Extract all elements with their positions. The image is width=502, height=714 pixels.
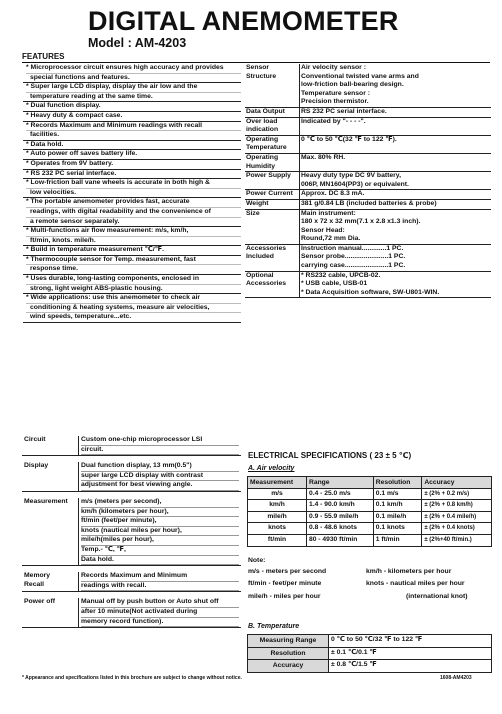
temperature-row (248, 647, 492, 660)
spec-value-text: 180 x 72 x 32 mm(7.1 x 2.8 x1.3 inch). (301, 218, 421, 226)
air-velocity-row (248, 523, 492, 535)
feature-text: response time. (26, 264, 241, 274)
general-value (79, 462, 242, 491)
feature-item (23, 294, 241, 323)
feature-text: * Build in temperature measurement ℃/℉. (26, 246, 164, 254)
spec-label (245, 209, 300, 244)
air-velocity-cell: 0.9 - 55.9 mile/h (307, 511, 374, 523)
general-label-text: Measurement (24, 497, 68, 505)
spec-value (300, 209, 492, 244)
general-spec-table (22, 436, 241, 634)
feature-text: readings, with digital readability and the convenience of (26, 207, 241, 217)
spec-label-text: indication (246, 126, 279, 134)
air-velocity-cell: 80 - 4930 ft/min (307, 534, 374, 546)
feature-item (23, 112, 241, 122)
feature-text: wind speeds, temperature...etc. (26, 312, 241, 322)
general-value (79, 572, 242, 592)
general-value-text: Manual off by push button or Auto shut off (81, 598, 239, 608)
features-heading: FEATURES (22, 52, 65, 61)
feature-item (23, 227, 241, 246)
spec-label-text: Operating (246, 135, 279, 143)
general-label (22, 436, 79, 456)
general-row (22, 462, 241, 491)
air-velocity-column-header: Measurement (248, 477, 307, 489)
spec-value-text: Instruction manual.............1 PC. (301, 244, 404, 252)
spec-label (245, 199, 300, 209)
page-title: DIGITAL ANEMOMETER (88, 6, 399, 36)
feature-text: temperature reading at the same time. (26, 92, 241, 102)
general-value (79, 598, 242, 627)
feature-text: * Auto power off saves battery life. (26, 150, 138, 158)
spec-value (300, 64, 492, 107)
spec-label-text: Weight (246, 199, 269, 207)
general-value-text: adjustment for best viewing angle. (81, 481, 239, 491)
air-velocity-cell: ± (2% + 0.2 m/s) (422, 488, 492, 500)
air-velocity-cell: 1.4 - 90.0 km/h (307, 500, 374, 512)
spec-value (300, 271, 492, 298)
general-spacer (22, 628, 241, 635)
feature-text: * Super large LCD display, display the air low and the (26, 83, 198, 91)
feature-item (23, 246, 241, 256)
air-velocity-column-header: Resolution (373, 477, 422, 489)
footer-disclaimer: * Appearance and specifications listed in this brochure are subject to change without notice. (22, 675, 242, 681)
feature-item (23, 83, 241, 102)
spec-label-text: Accessories (246, 280, 287, 288)
air-velocity-cell: ± (2% + 0.4 mile/h) (422, 511, 492, 523)
general-value-text: memory record function). (81, 618, 239, 628)
feature-text: * Microprocessor circuit ensures high accuracy and provides (26, 64, 224, 71)
spec-value-text: RS 232 PC serial interface. (301, 107, 387, 115)
feature-text: * Wide applications: use this anemometer to check air (26, 294, 201, 302)
spec-row (245, 209, 491, 244)
feature-text: * Data hold. (26, 140, 64, 148)
spec-row (245, 172, 491, 190)
spec-value-text: 006P, MN1604(PP3) or equivalent. (301, 180, 409, 188)
feature-item (23, 170, 241, 180)
general-label (22, 498, 79, 566)
air-velocity-header-row (248, 477, 492, 489)
temperature-table (247, 634, 492, 673)
general-row (22, 436, 241, 456)
spec-label (245, 172, 300, 190)
feature-text: special functions and features. (26, 73, 241, 83)
feature-item (23, 275, 241, 294)
spec-label (245, 64, 300, 107)
air-velocity-cell: 0.1 knots (373, 523, 422, 535)
feature-text: * Thermocouple sensor for Temp. measurement, fast (26, 255, 196, 263)
feature-item (23, 64, 241, 83)
spec-row (245, 64, 491, 107)
feature-text: * Heavy duty & compact case. (26, 111, 123, 119)
top-rule (22, 62, 490, 63)
note-item: knots - nautical miles per hour (366, 580, 465, 588)
spec-value-text: Max. 80% RH. (301, 153, 346, 161)
spec-value (300, 107, 492, 117)
temperature-label: Accuracy (248, 660, 329, 673)
units-note (248, 557, 492, 603)
feature-item (23, 141, 241, 151)
general-value-text: after 10 minute(Not activated during (81, 608, 239, 618)
temperature-label: Measuring Range (248, 635, 329, 648)
spec-label (245, 117, 300, 135)
general-value-text: Data hold. (81, 556, 239, 566)
spec-value-text: Round,72 mm Dia. (301, 235, 361, 243)
spec-value-text: Indicated by "- - - -". (301, 117, 366, 125)
feature-text: * Operates from 9V battery. (26, 159, 114, 167)
air-velocity-heading: A. Air velocity (248, 465, 295, 472)
feature-text: * Records Maximum and Minimum readings with recall (26, 121, 203, 129)
general-value-text: knots (nautical miles per hour), (81, 527, 239, 537)
general-value-text: mile/h(miles per hour), (81, 536, 239, 546)
spec-label-text: Size (246, 209, 260, 217)
air-velocity-column-header: Accuracy (422, 477, 492, 489)
feature-item (23, 256, 241, 275)
spec-label-text: Optional (246, 271, 274, 279)
spec-label-text: Over load (246, 117, 278, 125)
feature-text: strong, light weight ABS-plastic housing. (26, 284, 241, 294)
temperature-value: ± 0.1 ℃/0.1 ℉ (329, 647, 492, 660)
temperature-value: 0 ℃ to 50 ℃/32 ℉ to 122 ℉ (329, 635, 492, 648)
general-value-text: Dual function display, 13 mm(0.5") (81, 462, 239, 472)
spec-row (245, 190, 491, 200)
spec-value (300, 244, 492, 271)
spec-label-text: Sensor (246, 64, 270, 71)
note-item: mile/h - miles per hour (248, 592, 321, 600)
feature-text: * Low-friction ball vane wheels is accurate in both high & (26, 179, 210, 187)
spec-value-text: Conventional twisted vane arms and (301, 72, 419, 80)
spec-label-text: Included (246, 253, 274, 261)
model-number: Model : AM-4203 (88, 36, 187, 50)
feature-text: ft/min, knots. mile/h. (26, 236, 241, 246)
feature-text: a remote sensor separately. (26, 217, 241, 227)
note-grid (248, 566, 492, 604)
air-velocity-row (248, 534, 492, 546)
spec-label-text: Power Supply (246, 172, 291, 180)
spec-label (245, 107, 300, 117)
general-label (22, 572, 79, 592)
footer-code: 1608-AM4203 (440, 675, 472, 681)
general-label-text: Memory (24, 572, 51, 580)
feature-text: conditioning & heating systems, measure air velocities, (26, 303, 241, 313)
spec-value (300, 135, 492, 153)
air-velocity-cell: knots (248, 523, 307, 535)
general-label-text: Display (24, 462, 49, 470)
spec-label-text: Power Current (246, 190, 293, 198)
spec-value-text: Air velocity sensor : (301, 64, 366, 71)
spec-value (300, 190, 492, 200)
general-value-text: Records Maximum and Minimum (81, 572, 239, 582)
general-value-text: m/s (meters per second), (81, 498, 239, 508)
air-velocity-cell: ± (2% + 0.8 km/h) (422, 500, 492, 512)
air-velocity-cell: km/h (248, 500, 307, 512)
spec-value-text: 0 ℃ to 50 ℃(32 ℉ to 122 ℉). (301, 135, 397, 143)
feature-item (23, 198, 241, 227)
feature-text: * Dual function display. (26, 102, 101, 110)
spec-value-text: carrying case.......................1 PC. (301, 262, 406, 270)
spec-label-text: Structure (246, 72, 277, 80)
air-velocity-cell: ± (2%+40 ft/min.) (422, 534, 492, 546)
spec-value-text: * USB cable, USB-01 (301, 280, 368, 288)
spacer-cell (22, 628, 79, 635)
spec-label (245, 190, 300, 200)
note-item: m/s - meters per second (248, 567, 327, 575)
spec-label-text: Accessories (246, 244, 287, 252)
spec-value-text: Precision thermistor. (301, 98, 369, 106)
spec-value (300, 172, 492, 190)
temperature-row (248, 635, 492, 648)
spec-row (245, 153, 491, 171)
air-velocity-cell: ± (2% + 0.4 knots) (422, 523, 492, 535)
spec-label-text: Temperature (246, 144, 287, 152)
feature-item (23, 122, 241, 141)
general-value-text: Temp.- ℃, ℉, (81, 546, 239, 556)
general-label (22, 462, 79, 491)
spec-label-text: Operating (246, 153, 279, 161)
general-label-text: Circuit (24, 436, 46, 443)
general-value (79, 498, 242, 566)
air-velocity-cell: 1 ft/min (373, 534, 422, 546)
spec-row (245, 271, 491, 298)
air-velocity-column-header: Range (307, 477, 374, 489)
general-label (22, 598, 79, 627)
electrical-heading: ELECTRICAL SPECIFICATIONS ( 23 ± 5 ℃) (248, 451, 412, 460)
spec-value-text: Approx. DC 8.3 mA. (301, 190, 365, 198)
spec-row (245, 199, 491, 209)
general-row (22, 572, 241, 592)
feature-item (23, 150, 241, 160)
spec-row (245, 117, 491, 135)
spec-value-text: Temperature sensor : (301, 89, 370, 97)
general-row (22, 498, 241, 566)
spec-label (245, 135, 300, 153)
features-list (23, 64, 241, 323)
spec-value-text: 381 g/0.84 LB (included batteries & probe) (301, 199, 437, 207)
general-value-text: Custom one-chip microprocessor LSI (81, 436, 239, 446)
general-value-text: super large LCD display with contrast (81, 472, 239, 482)
air-velocity-cell: 0.1 km/h (373, 500, 422, 512)
general-label-text: Recall (24, 580, 45, 588)
spec-label (245, 244, 300, 271)
spec-label-text: Data Output (246, 107, 285, 115)
general-value (79, 436, 242, 456)
temperature-value: ± 0.8 ℃/1.5 ℉ (329, 660, 492, 673)
spec-value (300, 117, 492, 135)
spec-row (245, 244, 491, 271)
spec-table (245, 64, 491, 298)
feature-text: * Uses durable, long-lasting components, enclosed in (26, 275, 199, 283)
feature-item (23, 179, 241, 198)
general-row (22, 598, 241, 627)
spec-label (245, 153, 300, 171)
general-value-text: km/h (kilometers per hour), (81, 508, 239, 518)
spec-row (245, 135, 491, 153)
air-velocity-cell: 0.4 - 25.0 m/s (307, 488, 374, 500)
air-velocity-cell: 0.1 mile/h (373, 511, 422, 523)
general-label-text: Power off (24, 598, 55, 606)
feature-item (23, 102, 241, 112)
spec-value (300, 153, 492, 171)
note-item: km/h - kilometers per hour (366, 567, 452, 575)
feature-text: facilities. (26, 130, 241, 140)
feature-text: * The portable anemometer provides fast, accurate (26, 198, 190, 206)
spec-value-text: * Data Acquisition software, SW-U801-WIN. (301, 288, 440, 296)
spec-row (245, 107, 491, 117)
air-velocity-cell: mile/h (248, 511, 307, 523)
spec-value-text: * RS232 cable, UPCB-02. (301, 271, 381, 279)
spec-value (300, 199, 492, 209)
air-velocity-row (248, 511, 492, 523)
air-velocity-row (248, 488, 492, 500)
air-velocity-row (248, 500, 492, 512)
temperature-heading: B. Temperature (248, 623, 300, 630)
feature-text: * RS 232 PC serial interface. (26, 169, 117, 177)
spec-value-text: Main instrument: (301, 209, 356, 217)
temperature-row (248, 660, 492, 673)
general-value-text: ft/min (feet/per minute), (81, 517, 239, 527)
feature-text: low velocities. (26, 188, 241, 198)
air-velocity-cell: ft/min (248, 534, 307, 546)
spec-value-text: Sensor Head: (301, 226, 345, 234)
air-velocity-cell: 0.1 m/s (373, 488, 422, 500)
spec-label-text: Humidity (246, 162, 276, 170)
spec-value-text: Heavy duty type DC 9V battery, (301, 172, 401, 180)
note-item: ft/min - feet/per minute (248, 580, 322, 588)
temperature-label: Resolution (248, 647, 329, 660)
general-value-text: readings with recall. (81, 582, 239, 592)
feature-text: * Multi-functions air flow measurement: m/s, km/h, (26, 227, 189, 235)
spec-value-text: Sensor probe.......................1 PC. (301, 253, 406, 261)
general-value-text: circuit. (81, 446, 239, 456)
air-velocity-table (247, 476, 492, 547)
note-label: Note: (248, 557, 266, 564)
spec-value-text: low-friction ball-bearing design. (301, 81, 404, 89)
air-velocity-cell: 0.8 - 48.6 knots (307, 523, 374, 535)
spec-label (245, 271, 300, 298)
feature-item (23, 160, 241, 170)
air-velocity-cell: m/s (248, 488, 307, 500)
note-item: (international knot) (406, 592, 468, 600)
